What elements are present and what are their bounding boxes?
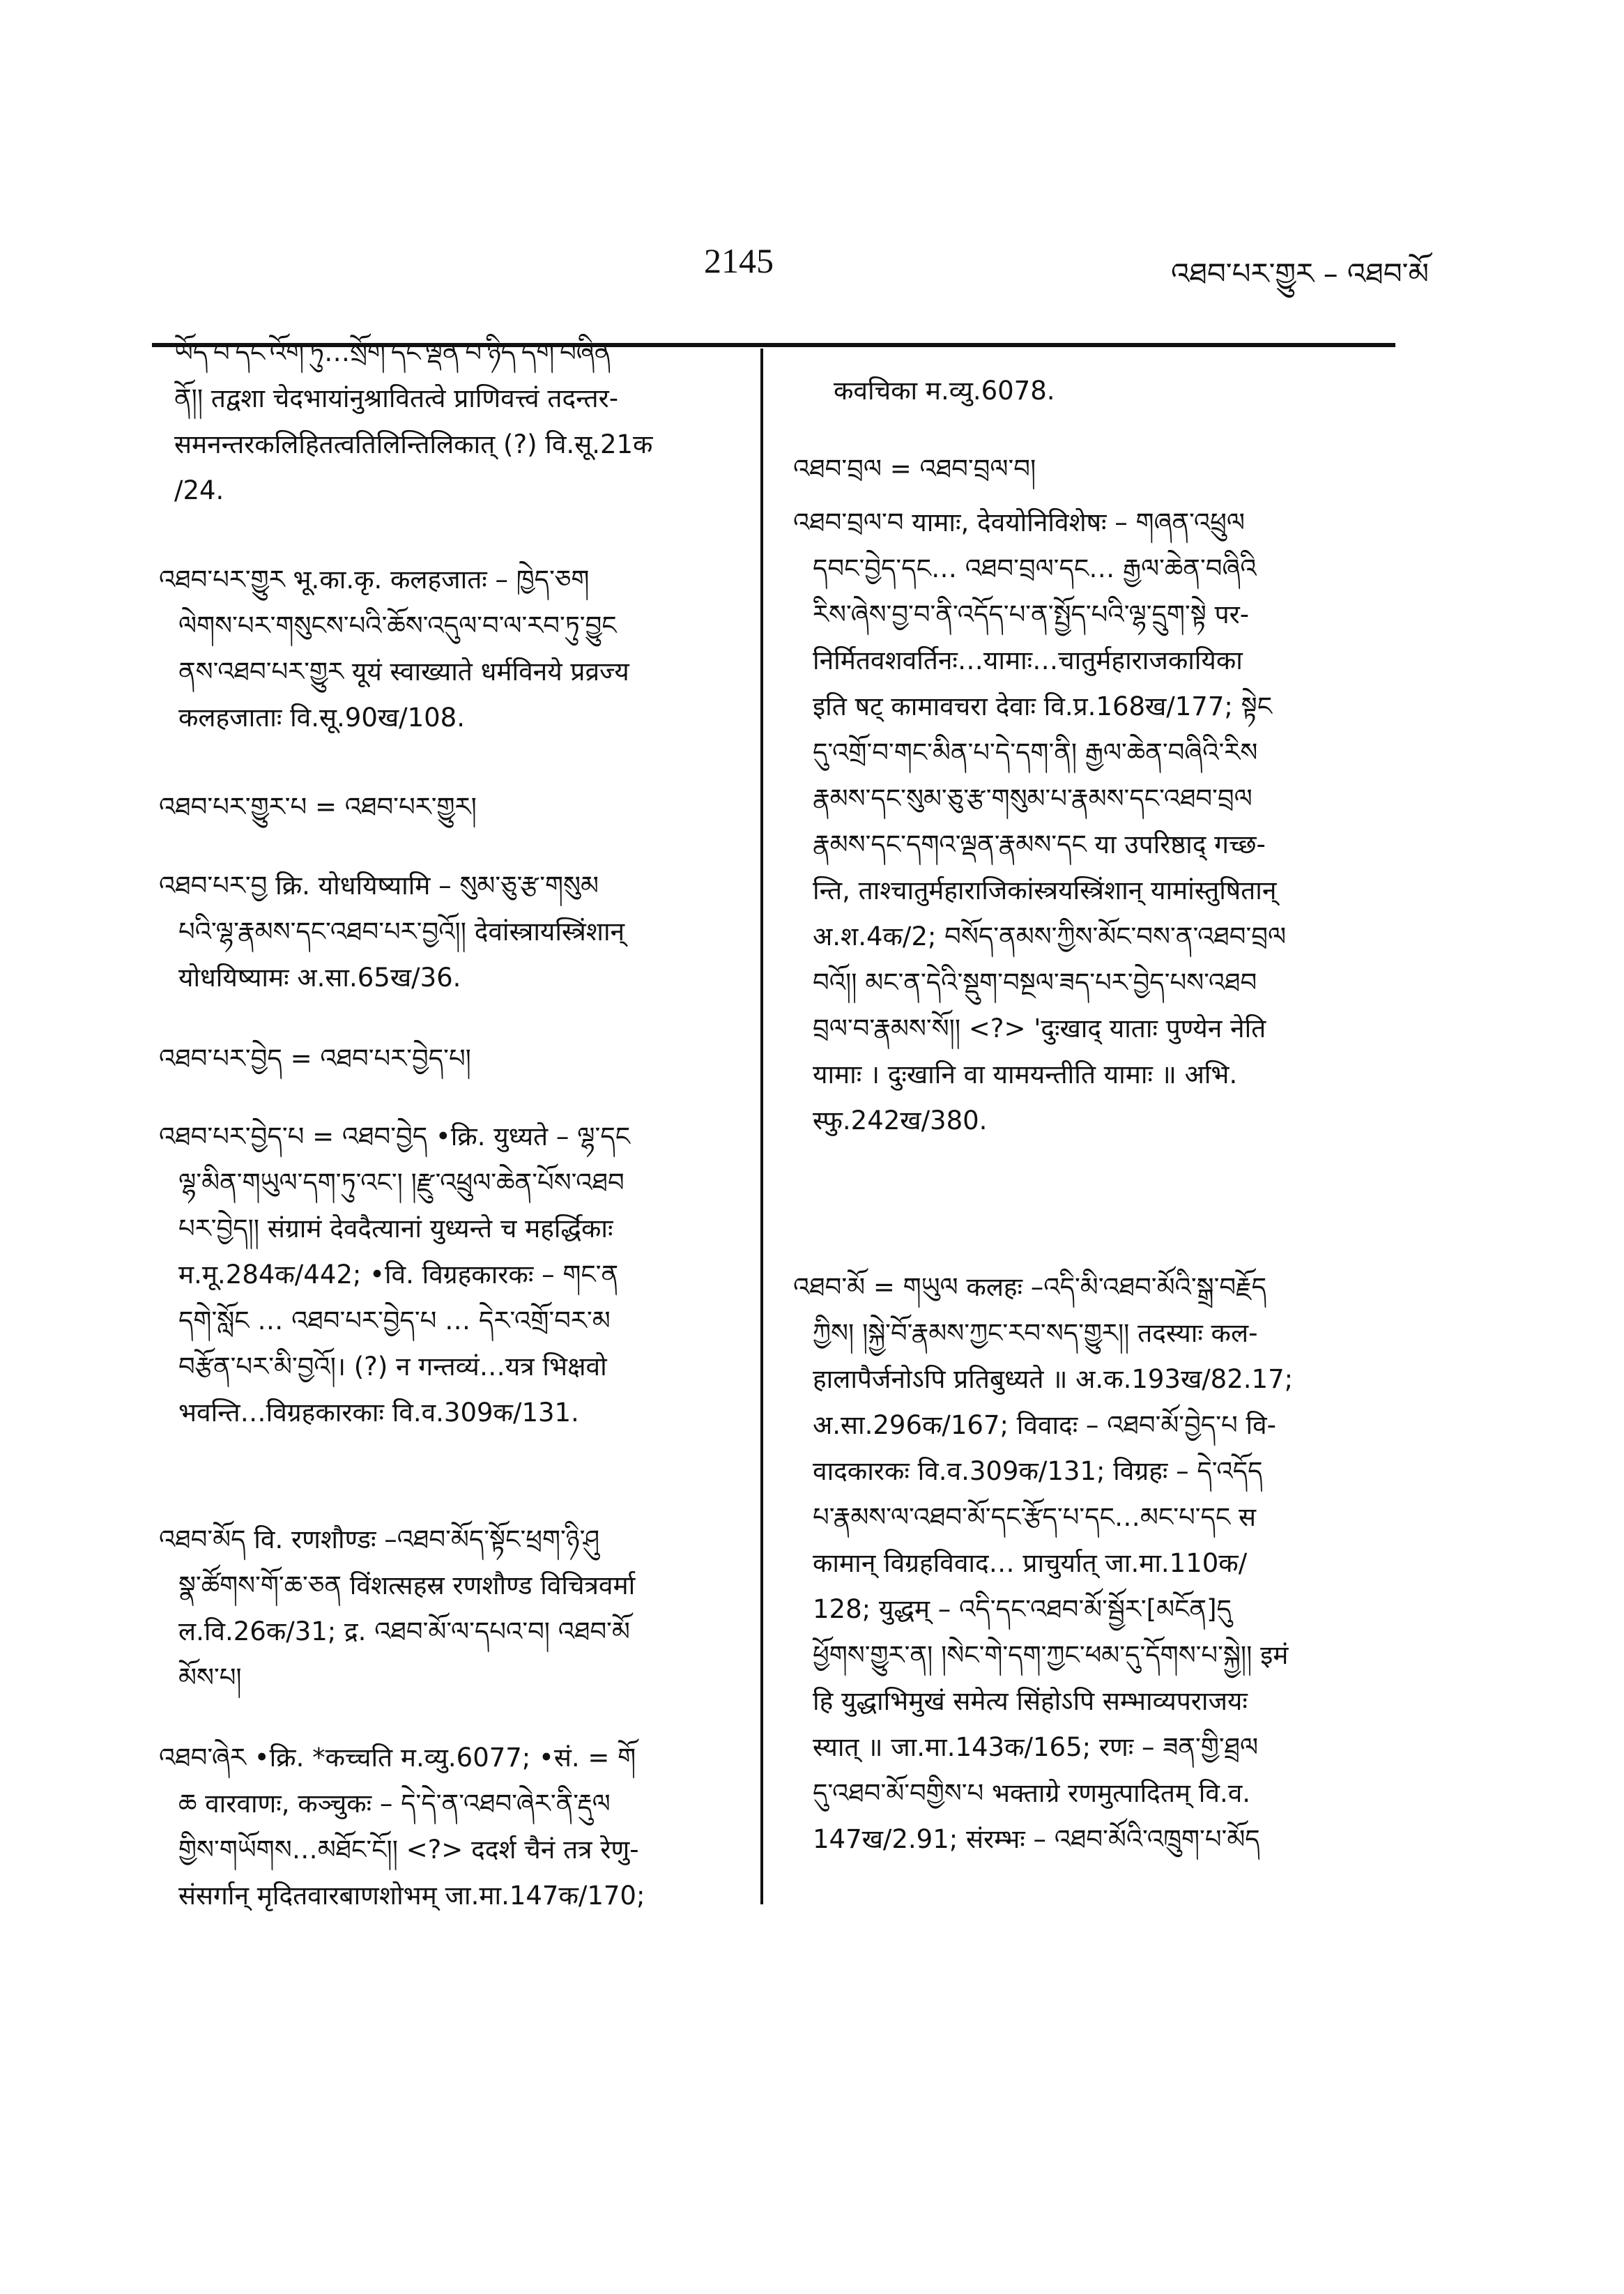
dictionary-entry [159, 1735, 751, 1919]
entry-line: ཆ वारवाणः, कञ्चुकः – དེ་དེ་ན་འཐབ་ཞེར་ནི་རྡུལ [178, 1789, 611, 1819]
column-divider [760, 349, 763, 1904]
entry-line: स्यात् ॥ जा.मा.143क/165; रणः – ཟན་གྱི་ཐྲལ [813, 1732, 1259, 1762]
entry-headword-line: འཐབ་མོ = གཡུལ कलहः –འདི་མི་འཐབ་མོའི་སྒྲ་བརྗོད [793, 1272, 1267, 1302]
entry-headword-line: འཐབ་བྲལ་བ यामाः, देवयोनिविशेषः – གཞན་འཕྲུལ [793, 507, 1245, 537]
entry-line: ལྷ་མིན་གཡུལ་དག་ཏུ་འང་། །རྫུ་འཕྲུལ་ཆེན་པོས་འཐབ [178, 1168, 625, 1198]
entry-line: ནས་འཐབ་པར་གྱུར यूयं स्वाख्याते धर्मविनये प्रव्रज्य [178, 657, 629, 687]
entry-line: གྱིས་གཡོགས…མཐོང་ངོ།། <?> ददर्श चैनं तत्र रेणु- [178, 1835, 639, 1865]
entry-line: དུ་འཐབ་མོ་བགྱིས་པ भक्ताग्रे रणमुत्पादितम् वि.व. [813, 1778, 1251, 1808]
entry-line: 128; युद्धम् – འདི་དང་འཐབ་མོ་སྦྱོར་[མངོན]དུ [813, 1594, 1232, 1624]
entry-headword-line: འཐབ་པར་བྱེད = འཐབ་པར་བྱེད་པ། [159, 1043, 471, 1073]
entry-headword-line: འཐབ་པར་གྱུར་པ = འཐབ་པར་གྱུར། [159, 792, 477, 822]
entry-line: 147ख/2.91; संरम्भः – འཐབ་མོའི་འཁྲུག་པ་མོད [813, 1824, 1260, 1854]
entry-line: པར་བྱེད།། संग्रामं देवदैत्यानां युध्यन्ते च महर्द्धिकाः [178, 1214, 613, 1244]
running-head: འཐབ་པར་གྱུར – འཐབ་མོ [1171, 257, 1429, 291]
dictionary-entry [159, 1114, 751, 1436]
entry-line: བྲལ་བ་རྣམས་སོ།། <?> 'दुःखाद् याताः पुण्येन नेति [813, 1014, 1266, 1043]
entry-headword-line: འཐབ་པར་གྱུར भू.का.कृ. कलहजातः – ཁྱེད་ཅག [159, 565, 590, 595]
entry-headword-line: འཐབ་པར་བྱ क्रि. योधयिष्यामि – སུམ་ཅུ་རྩ་གསུམ [159, 871, 599, 901]
dictionary-entry [159, 1517, 751, 1701]
entry-line: པ་རྣམས་ལ་འཐབ་མོ་དང་རྩོད་པ་དང…མང་པ་དང स [813, 1502, 1257, 1532]
entry-headword-line: འཐབ་པར་བྱེད་པ = འཐབ་བྱེད •क्रि. युध्यते – ལྷ་དང [159, 1122, 631, 1152]
entry-line: ནོ།། तद्वशा चेदभायांनुश्रावितत्वे प्राणिवत्त्वं तदन्तर- [174, 383, 619, 413]
entry-line: དགེ་སློང … འཐབ་པར་བྱེད་པ … དེར་འགྲོ་བར་མ [178, 1306, 611, 1336]
entry-line: संसर्गान् मृदितवारबाणशोभम् जा.मा.147क/170; [178, 1881, 645, 1911]
entry-line: हालापैर्जनोऽपि प्रतिबुध्यते ॥ अ.क.193ख/82.17; [813, 1364, 1294, 1394]
entry-line: भवन्ति…विग्रहकारकाः वि.व.309क/131. [178, 1398, 579, 1428]
entry-line: /24. [174, 475, 224, 505]
dictionary-entry [159, 1036, 751, 1082]
entry-headword-line: འཐབ་མོད वि. रणशौण्डः –འཐབ་མོད་སྟོང་ཕྲག་ཉི་ཤུ [159, 1524, 600, 1554]
dictionary-entry [793, 500, 1393, 1144]
entry-line: རྣམས་དང་སུམ་ཅུ་རྩ་གསུམ་པ་རྣམས་དང་འཐབ་བྲལ [813, 783, 1253, 813]
entry-line: कवचिका म.व्यु.6078. [834, 376, 1055, 406]
dictionary-entry [159, 863, 751, 1001]
entry-line: ལེགས་པར་གསུངས་པའི་ཆོས་འདུལ་བ་ལ་རབ་ཏུ་བྱུང [178, 611, 617, 641]
dictionary-entry [793, 1264, 1393, 1863]
dictionary-entry [793, 446, 1393, 492]
entry-headword-line: འཐབ་ཞེར •क्रि. *कच्चति म.व्यु.6077; •सं. = གོ [159, 1743, 636, 1773]
entry-line: ཡོད་པ་དང་འོག་ཏུ…སྲོག་དང་ལྡན་པ་ཉིད་དག་བཞིན [174, 337, 612, 367]
entry-line: ल.वि.26क/31; द्र. འཐབ་མོ་ལ་དཔའ་བ། འཐབ་མོ [178, 1616, 630, 1646]
entry-line: བའོ།། མང་ན་དེའི་སྡུག་བསྔལ་ཟད་པར་བྱེད་པས་འཐབ [813, 968, 1257, 997]
entry-line: कामान् विग्रहविवाद… प्राचुर्यात् जा.मा.110क/ [813, 1548, 1248, 1578]
entry-line: समनन्तरकलिहितत्वतिलिन्तिलिकात् (?) वि.सू.21क [174, 429, 653, 459]
entry-line: न्ति, ताश्चातुर्महाराजिकांस्त्रयस्त्रिंशान् यामांस्तुषितान् [813, 875, 1277, 905]
entry-line: वादकारकः वि.व.309क/131; विग्रहः – དེ་འདོད [813, 1456, 1263, 1486]
dictionary-entry [159, 784, 751, 830]
entry-line: དབང་བྱེད་དང… འཐབ་བྲལ་དང… རྒྱལ་ཆེན་བཞིའི [813, 553, 1257, 583]
entry-line: དུ་འགྲོ་བ་གང་མིན་པ་དེ་དག་ནི། རྒྱལ་ཆེན་བཞིའི་རིས [813, 737, 1258, 767]
entry-line: པའི་ལྷ་རྣམས་དང་འཐབ་པར་བྱའོ།། देवांस्त्रायस्त्रिंशान् [178, 917, 625, 947]
entry-line: अ.श.4क/2; བསོད་ནམས་ཀྱིས་མོང་བས་ན་འཐབ་བྲལ [813, 922, 1287, 951]
page-number: 2145 [704, 241, 774, 280]
entry-line: निर्मितवशवर्तिनः…यामाः…चातुर्महाराजकायिका [813, 645, 1243, 675]
entry-continuation [793, 368, 1393, 414]
entry-line: स्फु.242ख/380. [813, 1106, 988, 1135]
entry-line: म.मू.284क/442; •वि. विग्रहकारकः – གང་ན [178, 1260, 619, 1290]
entry-continuation [159, 330, 751, 514]
entry-line: རྣམས་དང་དགའ་ལྡན་རྣམས་དང या उपरिष्ठाद् गच्छ- [813, 829, 1266, 859]
entry-line: མོས་པ། [178, 1662, 242, 1692]
entry-line: རིས་ཞེས་བྱ་བ་ནི་འདོད་པ་ན་སྤྱོད་པའི་ལྷ་དྲུག་སྟེ पर- [813, 599, 1250, 629]
entry-line: བརྩོན་པར་མི་བྱའོ།। (?) न गन्तव्यं…यत्र भिक्षवो [178, 1352, 607, 1382]
entry-line: इति षट् कामावचरा देवाः वि.प्र.168ख/177; སྟེང [813, 691, 1273, 721]
entry-line: योधयिष्यामः अ.सा.65ख/36. [178, 963, 461, 993]
entry-line: ཕྱོགས་གྱུར་ན། །སེང་གེ་དག་ཀྱང་ཕམ་དུ་དོགས་པ་སྐྱེ།། इमं [813, 1640, 1289, 1670]
entry-line: यामाः । दुःखानि वा यामयन्तीति यामाः ॥ अभि. [813, 1060, 1238, 1089]
entry-line: हि युद्धाभिमुखं समेत्य सिंहोऽपि सम्भाव्यपराजयः [813, 1686, 1248, 1716]
entry-headword-line: འཐབ་བྲལ = འཐབ་བྲལ་བ། [793, 454, 1036, 484]
entry-line: ཀྱིས། །སྐྱེ་བོ་རྣམས་ཀྱང་རབ་སད་གྱུར།། तदस्याः कल- [813, 1318, 1258, 1348]
entry-line: སྣ་ཚོགས་གོ་ཆ་ཅན विंशत्सहस्र रणशौण्ड विचित्रवर्मा [178, 1570, 636, 1600]
entry-line: कलहजाताः वि.सू.90ख/108. [178, 703, 465, 733]
dictionary-entry [159, 557, 751, 741]
entry-line: अ.सा.296क/167; विवादः – འཐབ་མོ་བྱེད་པ वि- [813, 1410, 1276, 1440]
